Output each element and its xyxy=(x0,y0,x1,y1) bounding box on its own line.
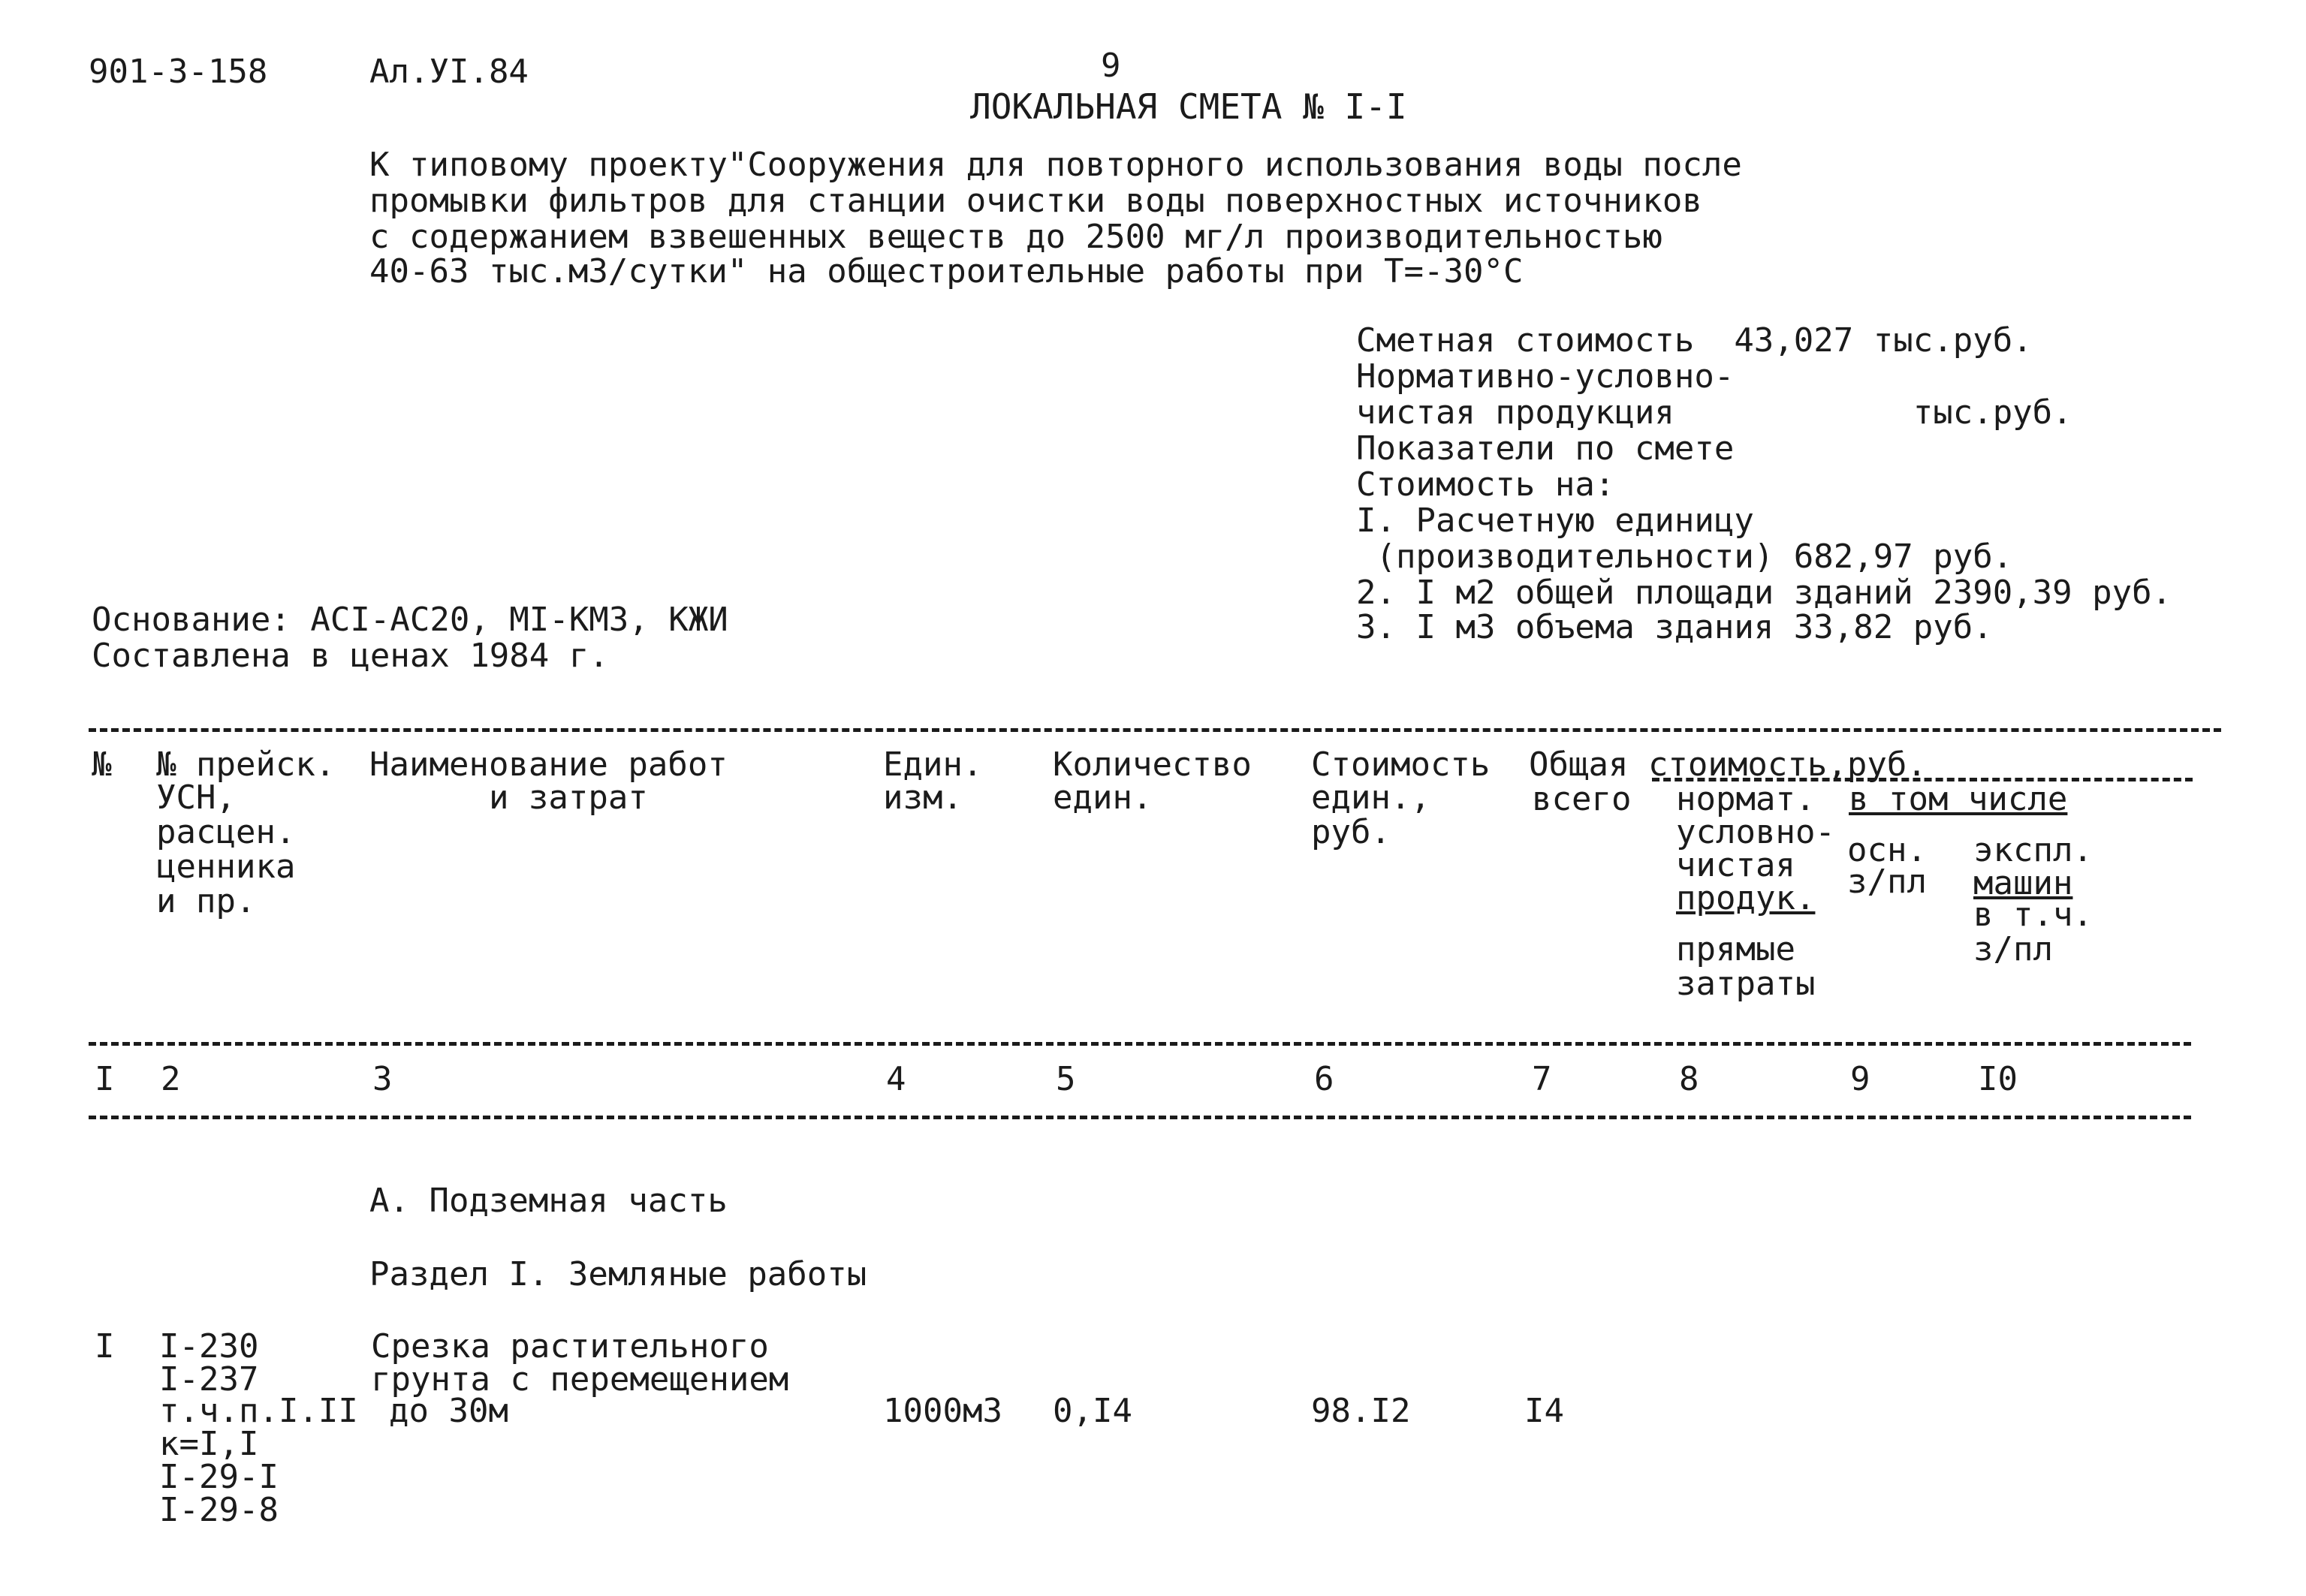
header-work-name-1: Наименование работ xyxy=(369,745,728,784)
row-code-4: к=I,I xyxy=(159,1425,259,1463)
row-number: I xyxy=(95,1327,115,1366)
header-norm-4: продук. xyxy=(1676,879,1816,917)
header-price-code-2: УСН, xyxy=(156,778,236,817)
header-quantity-1: Количество xyxy=(1053,745,1252,784)
header-base-wage-1: осн. xyxy=(1847,831,1927,869)
doc-code: 901-3-158 xyxy=(89,53,268,91)
cost-line-3: чистая продукция тыс.руб. xyxy=(1356,393,2072,432)
header-unit-1: Един. xyxy=(883,745,983,784)
column-number: I xyxy=(95,1060,115,1098)
header-bottom-rule xyxy=(89,1042,2191,1046)
header-price-code-1: № прейск. xyxy=(156,745,336,784)
basis-line-1: Основание: АСI-АС20, МI-КМ3, КЖИ xyxy=(92,601,728,639)
header-unit-2: изм. xyxy=(883,778,963,817)
row-code-6: I-29-8 xyxy=(159,1491,279,1529)
row-total: I4 xyxy=(1524,1392,1564,1430)
project-line-3: с содержанием взвешенных веществ до 2500 мг/л производительностью xyxy=(369,218,1662,256)
row-code-3: т.ч.п.I.II xyxy=(159,1392,358,1430)
row-unit: 1000м3 xyxy=(883,1392,1002,1430)
header-incl-group: в том числе xyxy=(1849,780,2068,818)
header-price-code-3: расцен. xyxy=(156,813,296,851)
row-work-name-1: Срезка растительного xyxy=(371,1327,769,1366)
column-number: 7 xyxy=(1532,1060,1552,1098)
header-norm-3: чистая xyxy=(1676,846,1795,884)
header-norm-6: затраты xyxy=(1676,965,1816,1003)
header-machines-1: экспл. xyxy=(1973,831,2093,869)
header-machines-4: з/пл xyxy=(1973,930,2053,968)
cost-line-7: (производительности) 682,97 руб. xyxy=(1356,538,2013,576)
cost-line-8: 2. I м2 общей площади зданий 2390,39 руб. xyxy=(1356,574,2172,612)
cost-line-5: Стоимость на: xyxy=(1356,465,1615,504)
header-price-code-4: ценника xyxy=(156,848,296,886)
header-price-code-5: и пр. xyxy=(156,882,256,920)
header-unit-cost-3: руб. xyxy=(1311,813,1391,851)
row-work-name-3: до 30м xyxy=(389,1392,508,1430)
column-number: 2 xyxy=(161,1060,181,1098)
header-machines-2: машин xyxy=(1973,864,2073,902)
column-number: 4 xyxy=(886,1060,906,1098)
cost-line-9: 3. I м3 объема здания 33,82 руб. xyxy=(1356,608,1993,646)
header-norm-1: нормат. xyxy=(1676,780,1816,818)
page-title: ЛОКАЛЬНАЯ СМЕТА № I-I xyxy=(970,86,1407,127)
header-norm-5: прямые xyxy=(1676,930,1795,968)
header-norm-2: условно- xyxy=(1676,813,1835,851)
column-number: I0 xyxy=(1978,1060,2018,1098)
table-top-rule xyxy=(89,728,2221,732)
column-number: 6 xyxy=(1314,1060,1334,1098)
row-code-1: I-230 xyxy=(159,1327,259,1366)
header-num: № xyxy=(92,745,112,784)
project-line-1: К типовому проекту"Сооружения для повторного использования воды после xyxy=(369,146,1742,184)
album-code: Ал.УI.84 xyxy=(369,53,529,91)
cost-line-6: I. Расчетную единицу xyxy=(1356,501,1754,540)
header-total: всего xyxy=(1532,780,1632,818)
header-unit-cost-1: Стоимость xyxy=(1311,745,1491,784)
row-unit-cost: 98.I2 xyxy=(1311,1392,1411,1430)
project-line-2: промывки фильтров для станции очистки воды поверхностных источников xyxy=(369,182,1702,220)
section-heading: Раздел I. Земляные работы xyxy=(369,1255,867,1293)
column-number: 3 xyxy=(372,1060,393,1098)
row-work-name-2: грунта с перемещением xyxy=(371,1360,789,1399)
cost-line-1: Сметная стоимость 43,027 тыс.руб. xyxy=(1356,321,2033,360)
row-quantity: 0,I4 xyxy=(1053,1392,1132,1430)
column-number: 5 xyxy=(1056,1060,1076,1098)
cost-line-2: Нормативно-условно- xyxy=(1356,357,1735,396)
row-code-2: I-237 xyxy=(159,1360,259,1399)
row-code-5: I-29-I xyxy=(159,1458,279,1496)
page-number: 9 xyxy=(1101,47,1121,85)
column-number: 9 xyxy=(1850,1060,1870,1098)
header-machines-3: в т.ч. xyxy=(1973,896,2093,934)
header-unit-cost-2: един., xyxy=(1311,778,1430,817)
header-work-name-2: и затрат xyxy=(369,778,648,817)
project-line-4: 40-63 тыс.м3/сутки" на общестроительные работы при Т=-30°С xyxy=(369,252,1524,291)
basis-line-2: Составлена в ценах 1984 г. xyxy=(92,637,609,675)
header-quantity-2: един. xyxy=(1053,778,1153,817)
column-numbers-rule xyxy=(89,1116,2191,1119)
header-base-wage-2: з/пл xyxy=(1847,863,1927,901)
part-heading: А. Подземная часть xyxy=(369,1182,728,1220)
header-total-group: Общая стоимость,руб. xyxy=(1529,745,1927,784)
cost-line-4: Показатели по смете xyxy=(1356,429,1735,468)
column-number: 8 xyxy=(1679,1060,1699,1098)
